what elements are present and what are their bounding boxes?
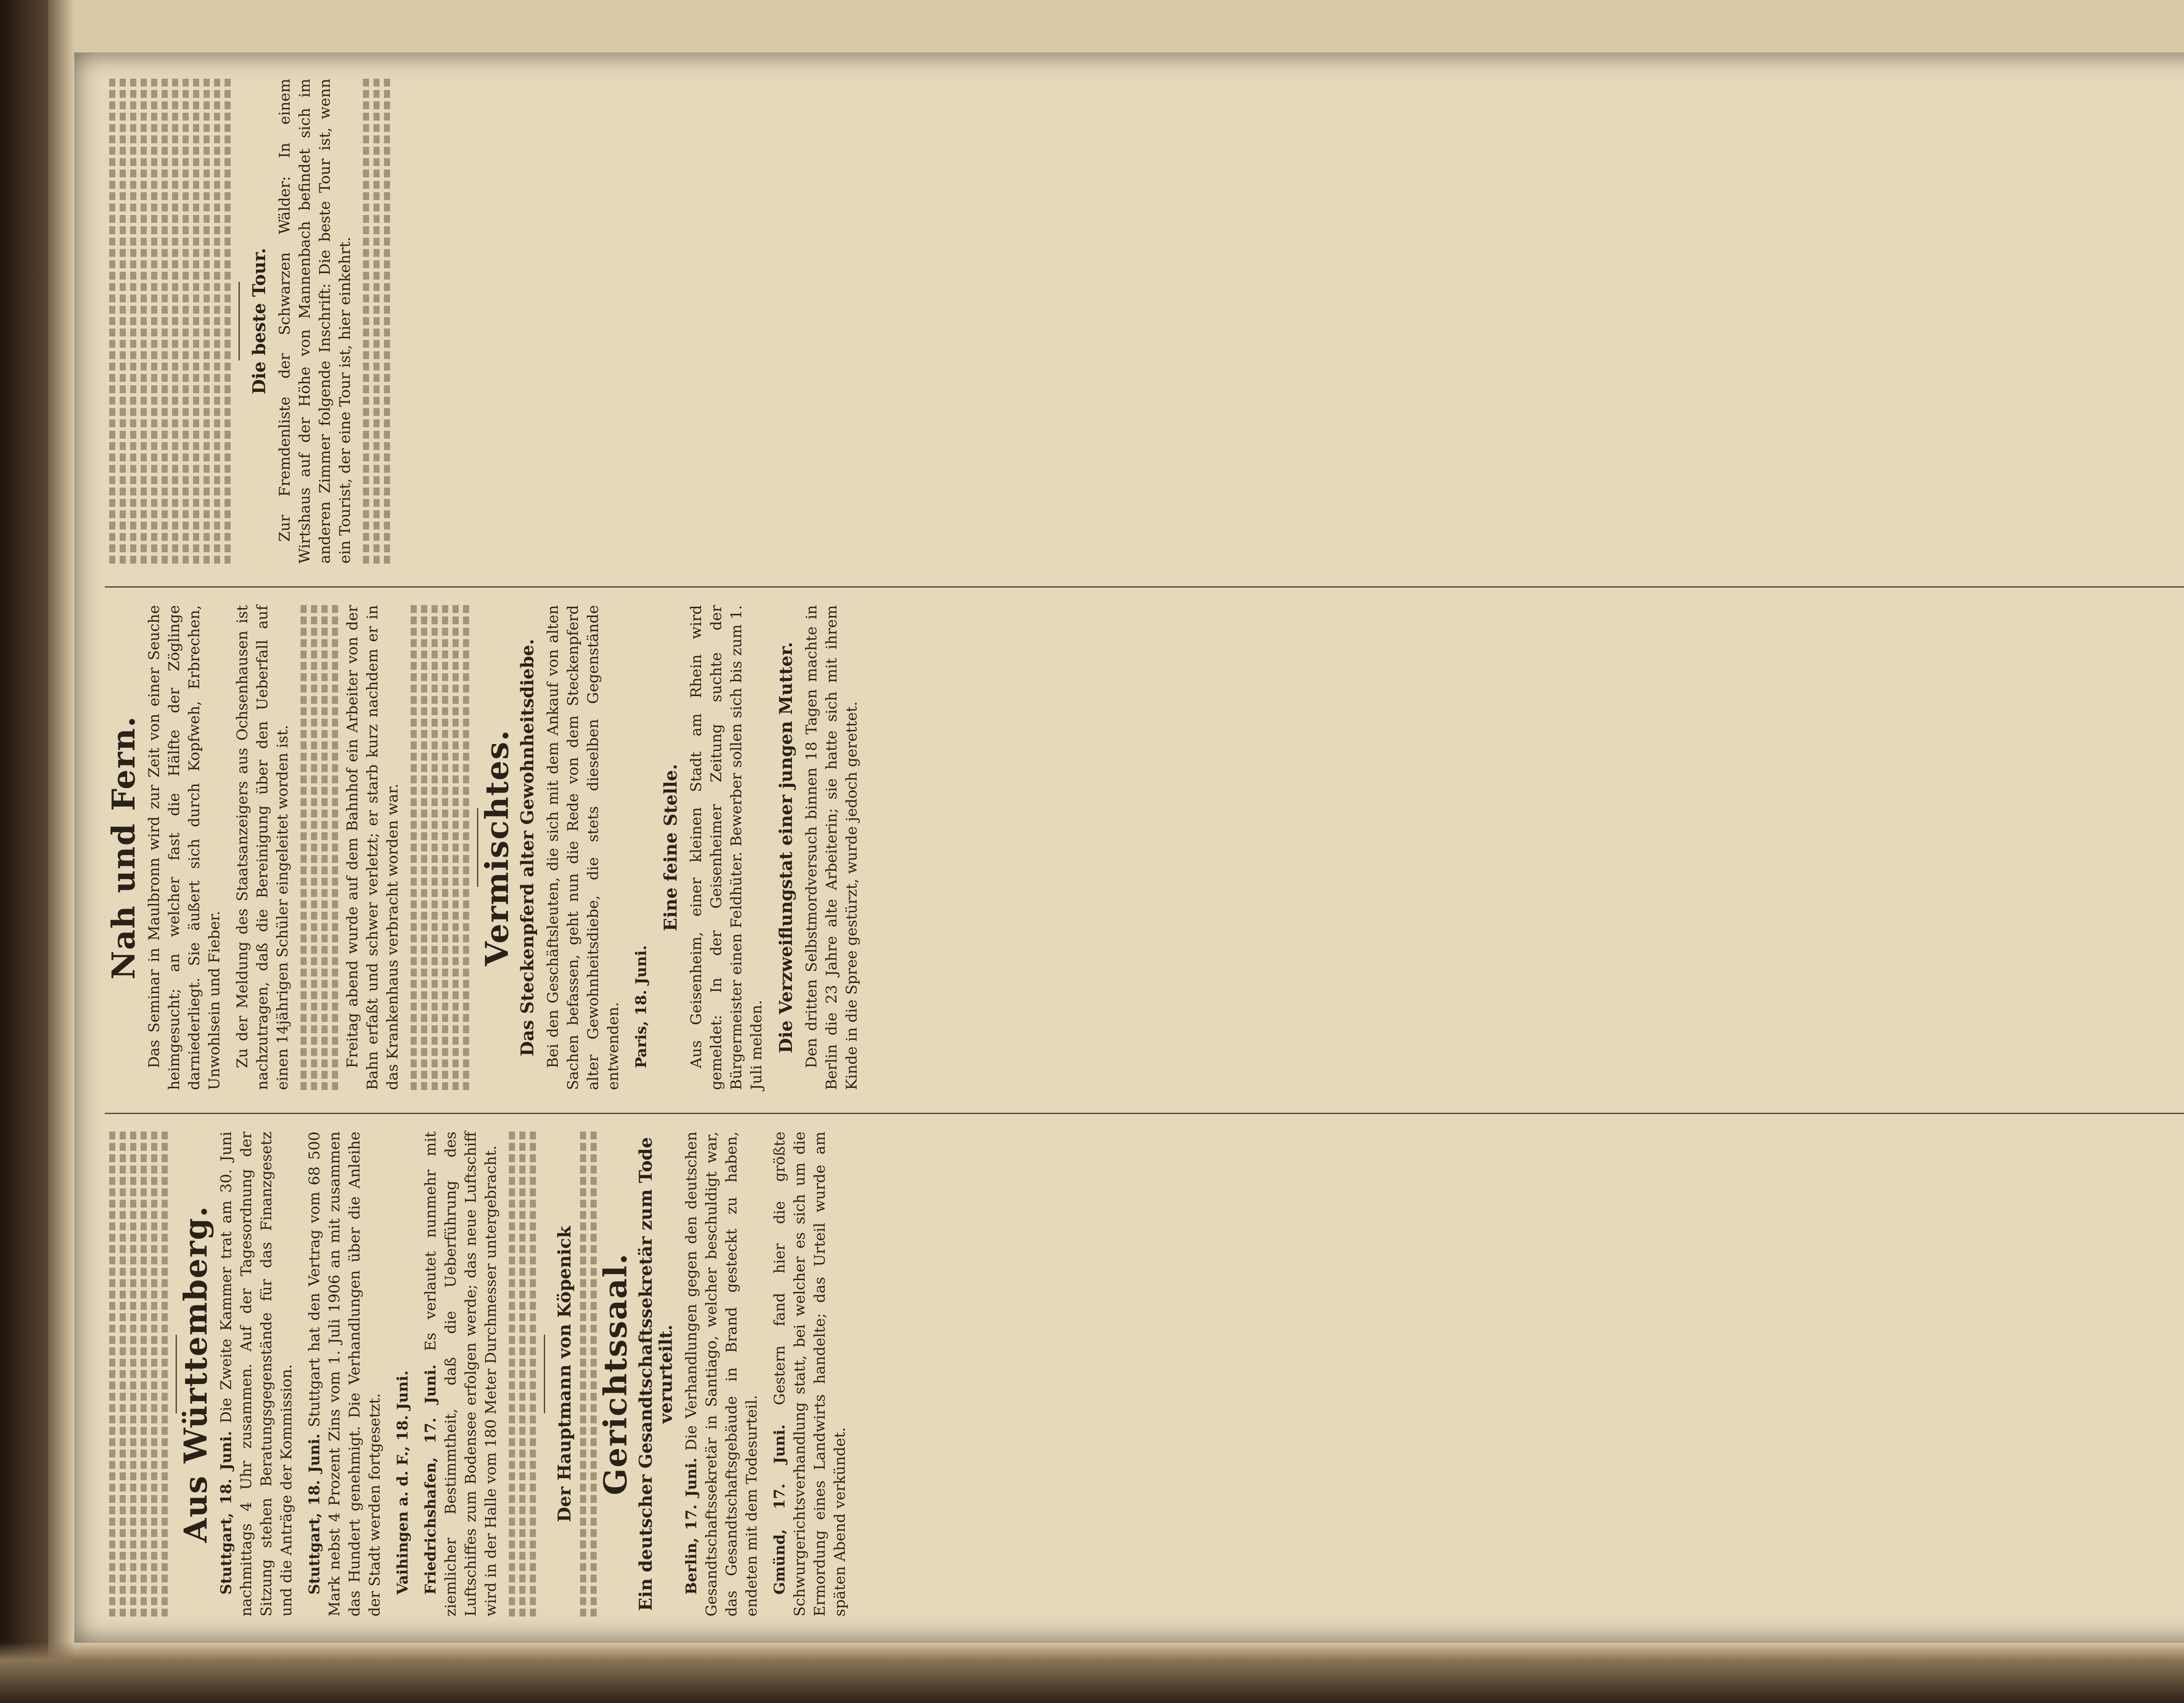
newspaper-page [87, 61, 2184, 1634]
headline-tour: Die beste Tour. [249, 248, 270, 395]
newspaper-sheet [74, 52, 2184, 1643]
article-text: Es verlautet nunmehr mit ziemlicher Bestimmtheit, daß die Ueberführung des Luftschiffes zum Bodensee erfolgen werde; das neue Luftschiff wird in der Halle vom 180 Meter Durchmesser untergebracht. [422, 1131, 500, 1616]
section-title-wuerttemberg: Aus Württemberg. [177, 1205, 214, 1543]
column-rule [105, 1113, 2184, 1114]
headline-steckenpferd: Das Steckenpferd alter Gewohnheitsdiebe. [517, 639, 538, 1056]
column-nah-fern [105, 605, 870, 1090]
dateline-friedrichshafen: Friedrichshafen, 17. Juni. [422, 1364, 439, 1595]
article-text: Die Zweite Kammer trat am 30. Juni nachmittags 4 Uhr zusammen. Auf der Tagesordnung der Sitzung stehen Beratungsgegenstände für das Finanzgesetz und die Anträge der Kommission. [218, 1132, 295, 1616]
article-text: Das Seminar in Maulbronn wird zur Zeit von einer Seuche heimgesucht; an welcher fast die Hälfte der Zöglinge darniederliegt. Sie äußert sich durch Kopfweh, Erbrechen, Unwohlsein und Fieber. [145, 605, 223, 1090]
dateline-vaihingen: Vaihingen a. d. F., 18. Juni. [394, 1370, 411, 1595]
section-title-vermischtes: Vermischtes. [478, 729, 515, 966]
dateline-stuttgart: Stuttgart, 18. Juni. [218, 1431, 235, 1595]
column-wuerttemberg [105, 1132, 858, 1616]
article-text: Zur Fremdenliste der Schwarzen Wälder: In einem Wirtshaus auf der Höhe von Mannenbach befindet sich im anderen Zimmer folgende Inschrift: Die beste Tour ist, wenn ein Tourist, der eine Tour ist, hier einkehrt. [276, 79, 354, 564]
section-title-nah-fern: Nah und Fern. [105, 715, 142, 980]
article-text: Freitag abend wurde auf dem Bahnhof ein Arbeiter von der Bahn erfaßt und schwer verletzt; er starb kurz nachdem er in das Krankenhaus verbracht worden war. [344, 605, 401, 1090]
section-title-gerichtssaal: Gerichtssaal. [597, 1253, 634, 1495]
column-right [105, 79, 394, 564]
article-text: Aus Geisenheim, einer kleinen Stadt am Rhein wird gemeldet: In der Geisenheimer Zeitung suchte der Bürgermeister einen Feldhüter. Bewerber sollen sich bis zum 1. Juli melden. [688, 605, 765, 1090]
dateline-berlin: Berlin, 17. Juni. [683, 1457, 700, 1595]
article-text: Die Verhandlungen gegen den deutschen Gesandtschaftssekretär in Santiago, welcher beschuldigt war, das Gesandtschaftsgebäude in Brand gesteckt zu haben, endeten mit dem Todesurteil. [683, 1132, 760, 1616]
column-rule [105, 586, 2184, 588]
article-text: Stuttgart hat den Vertrag vom 68 500 Mark nebst 4 Prozent Zins vom 1. Juli 1906 an mit zusammen das Hundert genehmigt. Die Verhandlungen über die Anleihe der Stadt werden fortgesetzt. [306, 1132, 384, 1616]
article-text: Zu der Meldung des Staatsanzeigers aus Ochsenhausen ist nachzutragen, daß die Bereinigung über den Ueberfall auf einen 14jährigen Schüler eingeleitet worden ist. [234, 605, 291, 1090]
headline-gesandtschaftssekretaer: Ein deutscher Gesandtschaftssekretär zum Tode verurteilt. [636, 1137, 676, 1611]
book-binding-edge [0, 0, 48, 1703]
dateline-paris: Paris, 18. Juni. [632, 945, 650, 1068]
headline-feine-stelle: Eine feine Stelle. [660, 764, 681, 931]
desk-shadow [0, 1642, 2184, 1703]
dateline-stuttgart-2: Stuttgart, 18. Juni. [306, 1433, 323, 1595]
headline-kopenick: Der Hauptmann von Köpenick [554, 1226, 575, 1522]
dateline-gmuend: Gmünd, 17. Juni. [771, 1424, 788, 1595]
article-text: Bei den Geschäftsleuten, die sich mit dem Ankauf von alten Sachen befassen, geht nun die Rede von dem Steckenpferd alter Gewohnheitsdiebe, die stets dieselben Gegenstände entwenden. [544, 605, 622, 1090]
headline-mutter: Die Verzweiflungstat einer jungen Mutter. [776, 642, 796, 1053]
article-text: Gestern fand hier die größte Schwurgerichtsverhandlung statt, bei welcher es sich um die Ermordung eines Landwirts handelte; das Urteil wurde am späten Abend verkündet. [771, 1132, 849, 1616]
article-text: Den dritten Selbstmordversuch binnen 18 Tagen machte in Berlin die 23 Jahre alte Arbeiterin; sie hatte sich mit ihrem Kinde in die Spree gestürzt, wurde jedoch gerettet. [803, 605, 860, 1090]
